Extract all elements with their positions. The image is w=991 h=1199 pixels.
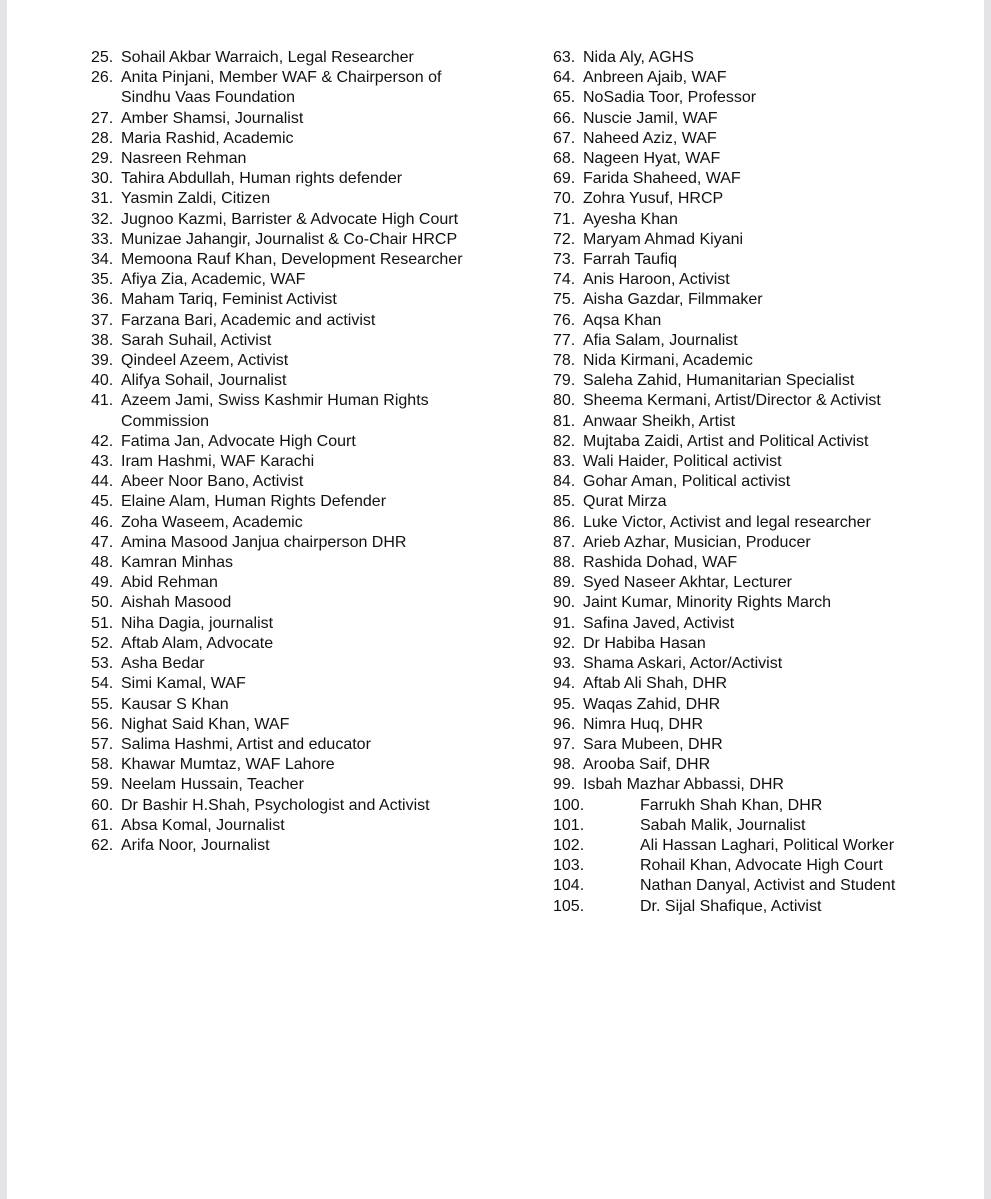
entry-name: Jaint Kumar, Minority Rights March (583, 594, 832, 612)
entry-name: Arifa Noor, Journalist (121, 836, 270, 854)
entry-name: Nighat Said Khan, WAF (121, 715, 290, 733)
entry-number: 77. (553, 331, 576, 349)
entry-number: 31. (91, 190, 114, 208)
signatory-entry (553, 796, 953, 816)
entry-number: 41. (91, 392, 114, 410)
entry-number: 50. (91, 594, 114, 612)
signatory-entry (91, 735, 481, 755)
entry-number: 56. (91, 715, 114, 733)
entry-number: 60. (91, 796, 114, 814)
entry-name: Qindeel Azeem, Activist (121, 352, 289, 370)
entry-number: 84. (553, 473, 576, 491)
signatory-entry (91, 796, 481, 816)
entry-name: Abeer Noor Bano, Activist (121, 473, 304, 491)
signatory-entry (553, 553, 953, 573)
entry-name: Fatima Jan, Advocate High Court (121, 432, 356, 450)
entry-number: 102. (553, 836, 585, 854)
signatory-entry (553, 492, 953, 512)
entry-name: Isbah Mazhar Abbassi, DHR (583, 776, 784, 794)
entry-number: 73. (553, 251, 576, 269)
entry-number: 40. (91, 372, 114, 390)
entry-name: Azeem Jami, Swiss Kashmir Human Rights Commission (121, 392, 429, 430)
signatory-entry (91, 573, 481, 593)
signatory-entry (91, 250, 481, 270)
entry-name: Zohra Yusuf, HRCP (583, 190, 724, 208)
entry-name: Asha Bedar (121, 655, 205, 673)
entry-number: 55. (91, 695, 114, 713)
entry-name: Ali Hassan Laghari, Political Worker (640, 836, 895, 854)
entry-number: 42. (91, 432, 114, 450)
signatory-entry (91, 472, 481, 492)
entry-number: 59. (91, 776, 114, 794)
entry-number: 75. (553, 291, 576, 309)
entry-number: 43. (91, 453, 114, 471)
entry-number: 97. (553, 735, 576, 753)
signatory-entry (91, 109, 481, 129)
signatory-entry (91, 230, 481, 250)
entry-name: Nimra Huq, DHR (583, 715, 704, 733)
entry-name: Anwaar Sheikh, Artist (583, 412, 736, 430)
entry-name: Sara Mubeen, DHR (583, 735, 723, 753)
signatory-entry (553, 351, 953, 371)
signatory-entry (91, 432, 481, 452)
entry-number: 35. (91, 271, 114, 289)
signatory-entry (553, 311, 953, 331)
signatory-entry (553, 149, 953, 169)
entry-number: 44. (91, 473, 114, 491)
signatory-entry (91, 149, 481, 169)
entry-name: Shama Askari, Actor/Activist (583, 655, 783, 673)
entry-name: Dr Habiba Hasan (583, 634, 706, 652)
entry-number: 66. (553, 109, 576, 127)
entry-number: 87. (553, 533, 576, 551)
signatory-entry (553, 836, 953, 856)
signatory-entry (553, 270, 953, 290)
entry-number: 76. (553, 311, 576, 329)
signatory-entry (91, 836, 481, 856)
entry-name: Farrah Taufiq (583, 251, 677, 269)
entry-number: 93. (553, 655, 576, 673)
entry-number: 33. (91, 230, 114, 248)
entry-number: 46. (91, 513, 114, 531)
signatory-entry (91, 614, 481, 634)
entry-name: Niha Dagia, journalist (121, 614, 274, 632)
entry-name: Arooba Saif, DHR (583, 756, 711, 774)
entry-name: Nasreen Rehman (121, 150, 247, 168)
entry-number: 36. (91, 291, 114, 309)
signatory-entry (91, 351, 481, 371)
signatory-entry (91, 775, 481, 795)
entry-name: Sabah Malik, Journalist (640, 816, 806, 834)
entry-name: Alifya Sohail, Journalist (121, 372, 287, 390)
entry-number: 90. (553, 594, 576, 612)
entry-name: Jugnoo Kazmi, Barrister & Advocate High Court (121, 210, 459, 228)
entry-number: 29. (91, 150, 114, 168)
entry-name: Sohail Akbar Warraich, Legal Researcher (121, 49, 414, 66)
entry-number: 32. (91, 210, 114, 228)
signatory-entry (91, 715, 481, 735)
entry-number: 89. (553, 574, 576, 592)
entry-name: Farrukh Shah Khan, DHR (640, 796, 823, 814)
entry-number: 47. (91, 533, 114, 551)
entry-number: 28. (91, 129, 114, 147)
signatory-list-right (553, 48, 953, 917)
entry-name: Neelam Hussain, Teacher (121, 776, 304, 794)
entry-number: 92. (553, 634, 576, 652)
signatory-entry (553, 856, 953, 876)
entry-number: 71. (553, 210, 576, 228)
signatory-entry (91, 695, 481, 715)
signatory-entry (553, 634, 953, 654)
entry-number: 27. (91, 109, 114, 127)
entry-number: 82. (553, 432, 576, 450)
document-page (7, 0, 984, 1199)
entry-name: Waqas Zahid, DHR (583, 695, 721, 713)
signatory-entry (91, 290, 481, 310)
entry-number: 65. (553, 89, 576, 107)
signatory-entry (91, 654, 481, 674)
signatory-entry (91, 492, 481, 512)
entry-number: 69. (553, 170, 576, 188)
entry-number: 34. (91, 251, 114, 269)
signatory-entry (553, 250, 953, 270)
signatory-entry (553, 593, 953, 613)
signatory-entry (91, 533, 481, 553)
entry-name: Aishah Masood (121, 594, 232, 612)
signatory-entry (91, 311, 481, 331)
entry-name: Salima Hashmi, Artist and educator (121, 735, 371, 753)
entry-name: Nida Aly, AGHS (583, 49, 694, 66)
entry-number: 88. (553, 554, 576, 572)
signatory-entry (91, 210, 481, 230)
signatory-entry (553, 573, 953, 593)
entry-name: Nuscie Jamil, WAF (583, 109, 718, 127)
signatory-entry (91, 391, 481, 431)
entry-number: 37. (91, 311, 114, 329)
signatory-entry (553, 412, 953, 432)
entry-name: Dr Bashir H.Shah, Psychologist and Activist (121, 796, 430, 814)
signatory-entry (91, 189, 481, 209)
signatory-entry (91, 270, 481, 290)
entry-name: Anbreen Ajaib, WAF (583, 69, 727, 87)
entry-name: Iram Hashmi, WAF Karachi (121, 453, 315, 471)
entry-name: Maryam Ahmad Kiyani (583, 230, 744, 248)
entry-number: 64. (553, 69, 576, 87)
entry-number: 79. (553, 372, 576, 390)
entry-number: 62. (91, 836, 114, 854)
entry-number: 98. (553, 756, 576, 774)
entry-name: Qurat Mirza (583, 493, 667, 511)
entry-number: 68. (553, 150, 576, 168)
entry-number: 26. (91, 69, 114, 87)
signatory-entry (553, 169, 953, 189)
entry-number: 95. (553, 695, 576, 713)
entry-name: Farida Shaheed, WAF (583, 170, 741, 188)
entry-name: Memoona Rauf Khan, Development Researcher (121, 251, 463, 269)
signatory-entry (91, 452, 481, 472)
entry-name: Sarah Suhail, Activist (121, 331, 272, 349)
entry-name: Abid Rehman (121, 574, 218, 592)
entry-name: Simi Kamal, WAF (121, 675, 246, 693)
signatory-entry (553, 472, 953, 492)
entry-name: Aftab Alam, Advocate (121, 634, 274, 652)
signatory-entry (91, 816, 481, 836)
entry-name: Nida Kirmani, Academic (583, 352, 753, 370)
entry-name: Arieb Azhar, Musician, Producer (583, 533, 811, 551)
entry-number: 105. (553, 897, 585, 915)
signatory-entry (553, 210, 953, 230)
entry-number: 63. (553, 49, 576, 66)
signatory-entry (553, 189, 953, 209)
signatory-entry (553, 715, 953, 735)
entry-name: Ayesha Khan (583, 210, 678, 228)
signatory-entry (91, 513, 481, 533)
entry-number: 57. (91, 735, 114, 753)
entry-number: 81. (553, 412, 576, 430)
entry-number: 30. (91, 170, 114, 188)
entry-number: 83. (553, 453, 576, 471)
entry-name: Khawar Mumtaz, WAF Lahore (121, 756, 335, 774)
entry-name: Naheed Aziz, WAF (583, 129, 717, 147)
signatory-entry (553, 816, 953, 836)
entry-name: Elaine Alam, Human Rights Defender (121, 493, 387, 511)
signatory-entry (553, 533, 953, 553)
entry-name: Anis Haroon, Activist (583, 271, 730, 289)
entry-number: 52. (91, 634, 114, 652)
signatory-entry (91, 674, 481, 694)
entry-name: Afiya Zia, Academic, WAF (121, 271, 306, 289)
signatory-entry (553, 654, 953, 674)
signatory-entry (553, 129, 953, 149)
entry-name: Mujtaba Zaidi, Artist and Political Activist (583, 432, 869, 450)
signatory-entry (553, 331, 953, 351)
signatory-entry (553, 48, 953, 68)
signatory-entry (553, 109, 953, 129)
entry-number: 94. (553, 675, 576, 693)
signatory-entry (553, 614, 953, 634)
signatory-entry (553, 68, 953, 88)
entry-name: Nageen Hyat, WAF (583, 150, 721, 168)
entry-name: Munizae Jahangir, Journalist & Co-Chair HRCP (121, 230, 458, 248)
entry-name: Rohail Khan, Advocate High Court (640, 857, 883, 875)
signatory-entry (91, 48, 481, 68)
signatory-entry (553, 452, 953, 472)
entry-name: Farzana Bari, Academic and activist (121, 311, 376, 329)
entry-name: NoSadia Toor, Professor (583, 89, 757, 107)
signatory-entry (553, 230, 953, 250)
entry-name: Maria Rashid, Academic (121, 129, 294, 147)
signatory-entry (553, 775, 953, 795)
signatory-entry (91, 553, 481, 573)
signatory-entry (553, 371, 953, 391)
signatory-entry (553, 513, 953, 533)
entry-name: Nathan Danyal, Activist and Student (640, 877, 896, 895)
entry-number: 96. (553, 715, 576, 733)
entry-number: 67. (553, 129, 576, 147)
entry-number: 70. (553, 190, 576, 208)
signatory-entry (553, 735, 953, 755)
entry-number: 38. (91, 331, 114, 349)
entry-number: 104. (553, 877, 585, 895)
entry-name: Aisha Gazdar, Filmmaker (583, 291, 763, 309)
entry-name: Safina Javed, Activist (583, 614, 735, 632)
entry-name: Amina Masood Janjua chairperson DHR (121, 533, 407, 551)
signatory-entry (91, 634, 481, 654)
entry-number: 54. (91, 675, 114, 693)
signatory-entry (91, 68, 481, 108)
signatory-entry (91, 169, 481, 189)
entry-name: Kamran Minhas (121, 554, 234, 572)
entry-number: 80. (553, 392, 576, 410)
entry-number: 39. (91, 352, 114, 370)
entry-number: 72. (553, 230, 576, 248)
entry-name: Afia Salam, Journalist (583, 331, 738, 349)
entry-number: 25. (91, 49, 114, 66)
entry-number: 86. (553, 513, 576, 531)
entry-number: 91. (553, 614, 576, 632)
signatory-entry (553, 695, 953, 715)
signatory-entry (553, 432, 953, 452)
entry-number: 49. (91, 574, 114, 592)
entry-number: 61. (91, 816, 114, 834)
entry-name: Wali Haider, Political activist (583, 453, 782, 471)
signatory-entry (91, 129, 481, 149)
signatory-entry (553, 897, 953, 917)
entry-number: 48. (91, 554, 114, 572)
signatory-entry (553, 876, 953, 896)
entry-name: Saleha Zahid, Humanitarian Specialist (583, 372, 855, 390)
entry-number: 78. (553, 352, 576, 370)
entry-name: Anita Pinjani, Member WAF & Chairperson of Sindhu Vaas Foundation (121, 69, 442, 107)
entry-name: Aftab Ali Shah, DHR (583, 675, 728, 693)
entry-number: 74. (553, 271, 576, 289)
entry-name: Gohar Aman, Political activist (583, 473, 791, 491)
entry-number: 58. (91, 756, 114, 774)
signatory-entry (553, 755, 953, 775)
signatory-entry (91, 331, 481, 351)
entry-number: 51. (91, 614, 114, 632)
entry-name: Sheema Kermani, Artist/Director & Activist (583, 392, 881, 410)
entry-number: 99. (553, 776, 576, 794)
signatory-entry (553, 674, 953, 694)
entry-name: Syed Naseer Akhtar, Lecturer (583, 574, 792, 592)
signatory-entry (91, 371, 481, 391)
entry-number: 101. (553, 816, 585, 834)
signatory-entry (553, 88, 953, 108)
entry-name: Luke Victor, Activist and legal researcher (583, 513, 871, 531)
signatory-entry (91, 593, 481, 613)
signatory-entry (553, 290, 953, 310)
entry-name: Rashida Dohad, WAF (583, 554, 738, 572)
entry-name: Yasmin Zaldi, Citizen (121, 190, 271, 208)
entry-number: 103. (553, 857, 585, 875)
entry-name: Maham Tariq, Feminist Activist (121, 291, 337, 309)
entry-name: Zoha Waseem, Academic (121, 513, 303, 531)
entry-number: 53. (91, 655, 114, 673)
entry-number: 85. (553, 493, 576, 511)
entry-name: Amber Shamsi, Journalist (121, 109, 304, 127)
signatory-list-left (91, 48, 481, 856)
entry-name: Absa Komal, Journalist (121, 816, 285, 834)
entry-number: 45. (91, 493, 114, 511)
signatory-entry (553, 391, 953, 411)
entry-name: Tahira Abdullah, Human rights defender (121, 170, 403, 188)
entry-name: Kausar S Khan (121, 695, 229, 713)
entry-number: 100. (553, 796, 585, 814)
signatory-entry (91, 755, 481, 775)
entry-name: Dr. Sijal Shafique, Activist (640, 897, 822, 915)
entry-name: Aqsa Khan (583, 311, 662, 329)
